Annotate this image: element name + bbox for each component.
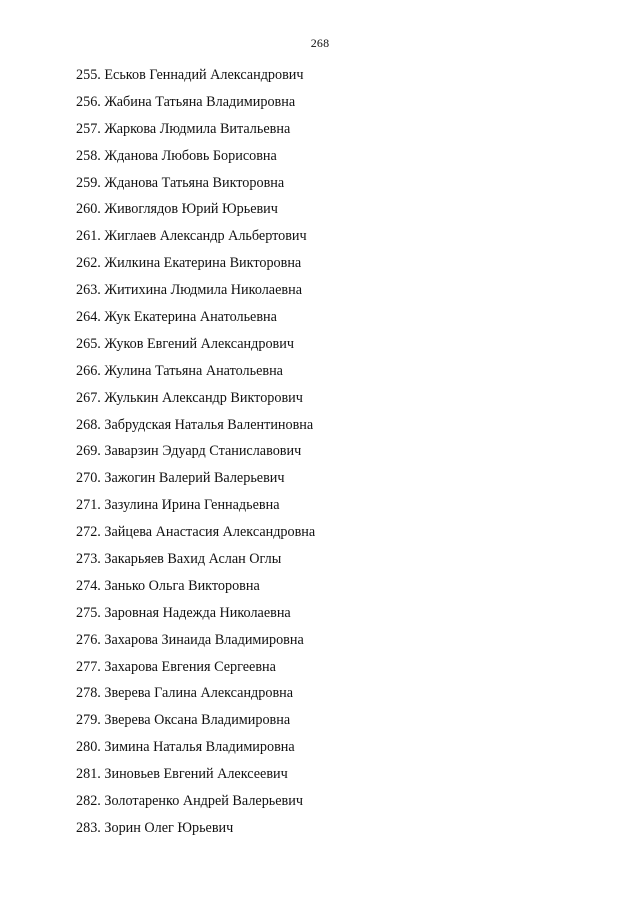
list-item: 273. Закарьяев Вахид Аслан Оглы <box>76 551 282 568</box>
list-item: 260. Живоглядов Юрий Юрьевич <box>76 201 278 218</box>
list-item: 279. Зверева Оксана Владимировна <box>76 712 291 729</box>
list-item: 281. Зиновьев Евгений Алексеевич <box>76 766 288 783</box>
list-item: 259. Жданова Татьяна Викторовна <box>76 174 285 191</box>
list-item: 268. Забрудская Наталья Валентиновна <box>76 416 314 433</box>
list-item: 261. Жиглаев Александр Альбертович <box>76 228 307 245</box>
list-item: 258. Жданова Любовь Борисовна <box>76 147 277 164</box>
list-item: 280. Зимина Наталья Владимировна <box>76 739 295 756</box>
list-item: 270. Зажогин Валерий Валерьевич <box>76 470 285 487</box>
list-item: 267. Жулькин Александр Викторович <box>76 389 303 406</box>
list-item: 263. Житихина Людмила Николаевна <box>76 282 302 299</box>
list-item: 256. Жабина Татьяна Владимировна <box>76 93 296 110</box>
list-item: 257. Жаркова Людмила Витальевна <box>76 120 291 137</box>
list-item: 272. Зайцева Анастасия Александровна <box>76 524 316 541</box>
list-item: 269. Заварзин Эдуард Станиславович <box>76 443 302 460</box>
list-item: 255. Еськов Геннадий Александрович <box>76 67 304 83</box>
list-item: 274. Занько Ольга Викторовна <box>76 577 260 594</box>
list-item: 264. Жук Екатерина Анатольевна <box>76 309 277 326</box>
list-item: 276. Захарова Зинаида Владимировна <box>76 631 304 648</box>
list-item: 271. Зазулина Ирина Геннадьевна <box>76 497 280 514</box>
list-item: 277. Захарова Евгения Сергеевна <box>76 658 276 675</box>
name-list <box>76 66 315 846</box>
list-item: 282. Золотаренко Андрей Валерьевич <box>76 793 303 810</box>
list-item: 265. Жуков Евгений Александрович <box>76 335 294 352</box>
list-item: 283. Зорин Олег Юрьевич <box>76 819 234 836</box>
list-item: 266. Жулина Татьяна Анатольевна <box>76 362 283 379</box>
page-number: 268 <box>310 36 330 50</box>
list-item: 278. Зверева Галина Александровна <box>76 685 294 702</box>
list-item: 262. Жилкина Екатерина Викторовна <box>76 255 302 272</box>
list-item: 275. Заровная Надежда Николаевна <box>76 604 291 621</box>
